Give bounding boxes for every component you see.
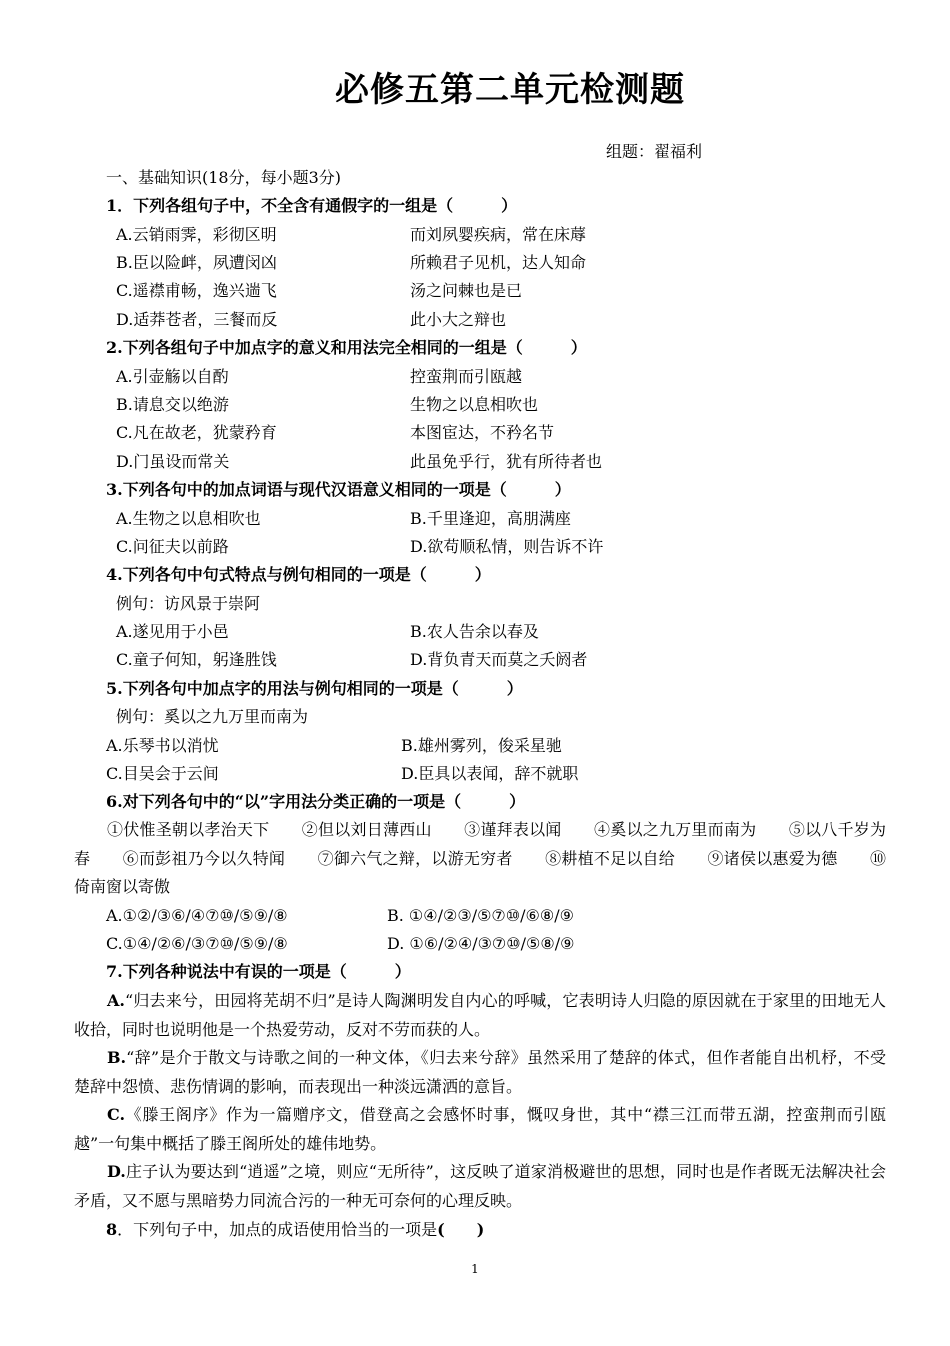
q1-option-a-right: 而刘夙婴疾病，常在床蓐 [410, 225, 587, 244]
q2-option-d-right: 此虽免乎行，犹有所待者也 [410, 452, 603, 471]
q4-example: 例句：访风景于崇阿 [116, 594, 261, 613]
q1-option-b-right: 所赖君子见机，达人知命 [410, 253, 587, 272]
q5-option-c: C.目吴会于云间 [106, 764, 219, 783]
question-6-stem: 6.对下列各句中的“以”字用法分类正确的一项是（ ） [106, 792, 526, 811]
q7-option-c [74, 1101, 886, 1158]
q1-option-d-left: D.适莽苍者，三餐而反 [116, 310, 278, 329]
question-5-stem: 5.下列各句中加点字的用法与例句相同的一项是（ ） [106, 679, 523, 698]
question-3-stem: 3.下列各句中的加点词语与现代汉语意义相同的一项是（ ） [106, 480, 571, 499]
q7-option-a-text: “归去来兮，田园将芜胡不归”是诗人陶渊明发自内心的呼喊，它表明诗人归隐的原因就在于家里的田地无人收拾，同时也说明他是一个热爱劳动，反对不劳而获的人。 [74, 991, 886, 1039]
q5-option-d: D.臣具以表闻，辞不就职 [401, 764, 579, 783]
q1-option-d-right: 此小大之辩也 [410, 310, 507, 329]
q5-option-b: B.雄州雾列，俊采星驰 [401, 736, 562, 755]
q7-option-d-text: 庄子认为要达到“逍遥”之境，则应“无所待”，这反映了道家消极避世的思想，同时也是作者既无法解决社会矛盾，又不愿与黑暗势力同流合污的一种无可奈何的心理反映。 [74, 1162, 886, 1210]
q2-option-a-right: 控蛮荆而引瓯越 [410, 367, 523, 386]
q1-option-a-left: A.云销雨霁，彩彻区明 [116, 225, 277, 244]
q2-option-d-left: D.门虽设而常关 [116, 452, 230, 471]
q7-option-a-label: A. [107, 991, 125, 1010]
page-number: 1 [471, 1262, 479, 1276]
section-heading: 一、基础知识(18分，每小题3分) [106, 168, 342, 187]
q7-option-c-text: 《滕王阁序》作为一篇赠序文，借登高之会感怀时事，慨叹身世，其中“襟三江而带五湖，控蛮荆而引瓯越”一句集中概括了滕王阁所处的雄伟地势。 [74, 1105, 886, 1153]
q1-option-c-right: 汤之问棘也是已 [410, 281, 523, 300]
q8-paren: ( ) [437, 1220, 485, 1239]
q7-option-a [74, 987, 886, 1044]
author-line: 组题：翟福利 [606, 142, 703, 161]
q3-option-a: A.生物之以息相吹也 [116, 509, 261, 528]
q6-option-c: C.①④/②⑥/③⑦⑩/⑤⑨/⑧ [106, 934, 288, 953]
q4-option-b: B.农人告余以春及 [410, 622, 539, 641]
q5-example: 例句：奚以之九万里而南为 [116, 707, 309, 726]
q4-option-c: C.童子何知，躬逢胜饯 [116, 650, 277, 669]
question-2-stem: 2.下列各组句子中加点字的意义和用法完全相同的一组是（ ） [106, 338, 587, 357]
q3-option-c: C.问征夫以前路 [116, 537, 229, 556]
q6-items-paragraph: ①伏惟圣朝以孝治天下 ②但以刘日薄西山 ③谨拜表以闻 ④奚以之九万里而南为 ⑤以八千岁为春 ⑥而彭祖乃今以久特闻 ⑦御六气之辩，以游无穷者 ⑧耕植不足以自给 ⑨诸侯以惠爱为德 ⑩倚南窗以寄傲 [74, 820, 886, 896]
q4-option-a: A.遂见用于小邑 [116, 622, 229, 641]
q7-option-c-label: C. [107, 1105, 126, 1124]
q6-option-b: B. ①④/②③/⑤⑦⑩/⑥⑧/⑨ [387, 906, 574, 925]
q2-option-a-left: A.引壶觞以自酌 [116, 367, 229, 386]
question-7-stem: 7.下列各种说法中有误的一项是（ ） [106, 962, 411, 981]
q2-option-c-right: 本图宦达，不矜名节 [410, 423, 555, 442]
q5-option-a: A.乐琴书以消忧 [106, 736, 219, 755]
question-1-stem: 1．下列各组句子中，不全含有通假字的一组是（ ） [106, 196, 518, 215]
q1-option-c-left: C.遥襟甫畅，逸兴遄飞 [116, 281, 277, 300]
q1-option-b-left: B.臣以险衅，夙遭闵凶 [116, 253, 277, 272]
q7-option-d-label: D. [107, 1162, 126, 1181]
q3-option-b: B.千里逢迎，高朋满座 [410, 509, 571, 528]
q6-option-a: A.①②/③⑥/④⑦⑩/⑤⑨/⑧ [106, 906, 288, 925]
question-8-stem [106, 1220, 484, 1240]
q4-option-d: D.背负青天而莫之夭阏者 [410, 650, 588, 669]
q6-option-d: D. ①⑥/②④/③⑦⑩/⑤⑧/⑨ [387, 934, 575, 953]
q2-option-b-right: 生物之以息相吹也 [410, 395, 539, 414]
q2-option-b-left: B.请息交以绝游 [116, 395, 229, 414]
q7-option-b [74, 1044, 886, 1101]
q7-option-b-label: B. [107, 1048, 127, 1067]
q3-option-d: D.欲苟顺私情，则告诉不许 [410, 537, 604, 556]
q7-option-b-text: “辞”是介于散文与诗歌之间的一种文体，《归去来兮辞》虽然采用了楚辞的体式，但作者能自出机杼，不受楚辞中怨愤、悲伤情调的影响，而表现出一种淡远潇洒的意旨。 [74, 1048, 886, 1096]
q2-option-c-left: C.凡在故老，犹蒙矜育 [116, 423, 277, 442]
q7-option-d [74, 1158, 886, 1215]
q8-number: 8 [106, 1220, 118, 1239]
page-title: 必修五第二单元检测题 [335, 70, 685, 110]
q8-text: ．下列句子中，加点的成语使用恰当的一项是 [117, 1220, 438, 1239]
question-4-stem: 4.下列各句中句式特点与例句相同的一项是（ ） [106, 565, 491, 584]
